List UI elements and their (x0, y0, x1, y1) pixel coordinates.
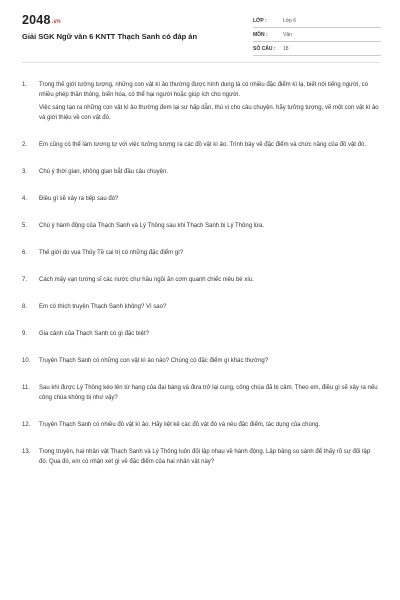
logo-main: 2048 (22, 13, 51, 27)
question-body (39, 248, 380, 261)
question-text: Truyện Thạch Sanh có những con vật kì ảo nào? Chúng có đặc điểm gì khác thường? (39, 358, 269, 364)
question-text: Em cũng có thể làm tương tự với việc tưởng tượng ra các đồ vật kì ảo. Trình bày về đặc điểm và chức năng của đồ vật đó. (39, 142, 366, 148)
question-text: Chú ý thời gian, không gian bắt đầu câu chuyện. (39, 169, 169, 175)
question-number: 6. (22, 250, 28, 256)
question-text: Trong thế giới tưởng tượng, những con vật kì ảo thường được hình dung là có nhiều đặc điểm kì lạ, biết nói tiếng người, có nhiều phép thần thông, biến hóa, có thể hại người hoặc giúp ích cho người. (39, 82, 369, 98)
meta-row-question-count (253, 42, 381, 56)
meta-label: LỚP : (253, 17, 267, 24)
question-item (22, 383, 380, 406)
question-number: 10. (22, 358, 31, 364)
question-item (22, 420, 380, 433)
question-text: Gia cảnh của Thạch Sanh có gì đặc biệt? (39, 331, 149, 337)
question-item (22, 329, 380, 342)
question-number: 5. (22, 223, 28, 229)
question-item (22, 356, 380, 369)
question-item (22, 80, 380, 126)
question-item (22, 302, 380, 315)
question-number: 1. (22, 82, 28, 88)
question-number: 12. (22, 422, 31, 428)
question-item (22, 447, 380, 470)
meta-label: MÔN : (253, 31, 268, 38)
question-number: 9. (22, 331, 28, 337)
question-body (39, 275, 380, 288)
meta-value: Lớp 6 (283, 17, 297, 24)
question-body (39, 447, 380, 470)
question-body (39, 140, 380, 153)
question-body (39, 356, 380, 369)
question-body (39, 420, 380, 433)
question-body (39, 302, 380, 315)
question-body (39, 80, 380, 126)
question-text: Cách mấy vạn tướng sĩ các nước chư hầu ngồi ăn cơm quanh chiếc niêu bé xíu. (39, 277, 254, 283)
question-text: Trong truyện, hai nhân vật Thạch Sanh và Lý Thông luôn đối lập nhau về hành động. Lập bảng so sánh để thấy rõ sự đối lập đó. Qua đó, em có nhận xét gì về đặc điểm của hai nhân vật này? (39, 449, 371, 465)
question-body (39, 329, 380, 342)
question-text: Truyện Thạch Sanh có nhiều đồ vật kì ảo. Hãy liệt kê các đồ vật đó và nêu đặc điểm, tác dụng của chúng. (39, 422, 321, 428)
meta-row-subject (253, 28, 381, 42)
question-text: Việc sáng tạo ra những con vật kì ảo thường đem lại sự hấp dẫn, thú vị cho câu chuyện. hãy tưởng tượng, vẽ một con vật kì ảo và giới thiệu về con vật đó. (39, 105, 379, 121)
question-number: 2. (22, 142, 28, 148)
question-item (22, 248, 380, 261)
question-text: Em có thích truyện Thạch Sanh không? Vì sao? (39, 304, 167, 310)
document-title: Giải SGK Ngữ văn 6 KNTT Thạch Sanh có đáp án (22, 32, 198, 41)
question-list (22, 80, 380, 484)
question-number: 11. (22, 385, 30, 391)
question-item (22, 140, 380, 153)
question-number: 3. (22, 169, 28, 175)
question-body (39, 221, 380, 234)
site-logo[interactable] (22, 13, 61, 27)
page-header (0, 0, 400, 60)
question-number: 4. (22, 196, 28, 202)
meta-value: 18 (283, 45, 289, 52)
meta-row-grade (253, 14, 381, 28)
question-body (39, 167, 380, 180)
question-text: Thế giới do vua Thủy Tề cai trị có những đặc điểm gì? (39, 250, 184, 256)
document-meta-table (253, 14, 381, 56)
question-item (22, 221, 380, 234)
question-body (39, 383, 380, 406)
question-number: 13. (22, 449, 31, 455)
question-body (39, 194, 380, 207)
question-text: Điều gì sẽ xảy ra tiếp sau đó? (39, 196, 119, 202)
header-divider (22, 62, 380, 63)
question-text: Sau khi được Lý Thông kéo lên từ hang của đại bàng và đưa trở lại cung, công chúa đã bị câm. Theo em, điều gì sẽ xảy ra nếu công chúa không bị như vậy? (39, 385, 378, 401)
question-item (22, 194, 380, 207)
question-item (22, 275, 380, 288)
question-text: Chú ý hành động của Thạch Sanh và Lý Thông sau khi Thạch Sanh bị Lý Thông lừa. (39, 223, 265, 229)
question-number: 7. (22, 277, 28, 283)
meta-value: Văn (283, 31, 292, 38)
meta-label: SỐ CÂU : (253, 45, 276, 52)
logo-domain: .vn (51, 19, 61, 25)
question-number: 8. (22, 304, 28, 310)
question-item (22, 167, 380, 180)
